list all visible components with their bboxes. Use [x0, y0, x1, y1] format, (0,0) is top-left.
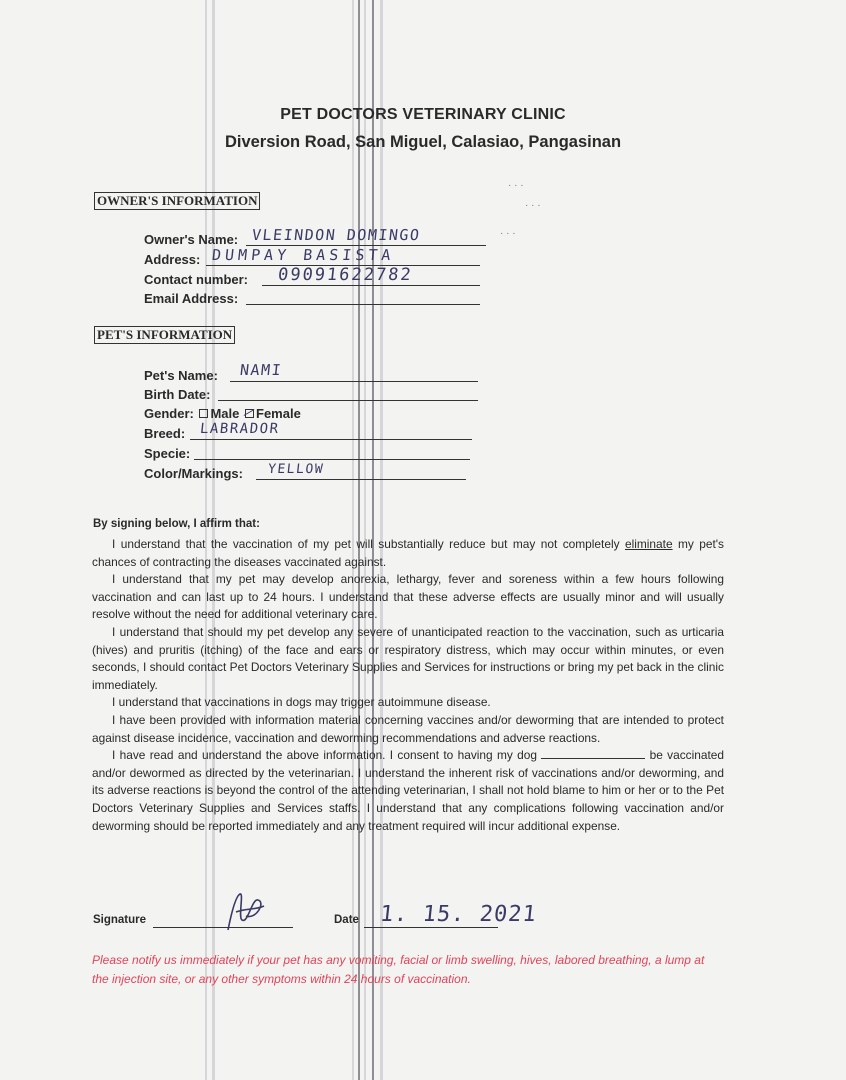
- pet-name-label: Pet's Name:: [144, 368, 218, 383]
- date-value: 1. 15. 2021: [378, 902, 539, 927]
- consent-text: my pet's chances of contracting the diseases vaccinated against.: [92, 537, 725, 569]
- email-line: [246, 304, 480, 305]
- breed-value: LABRADOR: [199, 421, 281, 437]
- consent-body: [92, 536, 724, 835]
- owner-section-title: OWNER'S INFORMATION: [94, 192, 260, 210]
- consent-text: I have read and understand the above information. I consent to having my dog: [112, 748, 542, 763]
- birth-date-label: Birth Date:: [144, 387, 211, 402]
- owner-name-value: VLEINDON DOMINGO: [251, 226, 422, 244]
- consent-paragraph: I understand that my pet may develop anorexia, lethargy, fever and soreness within a few hours following vaccination and can last up to 24 hours. I understand that these adverse effects are usually minor and will usually resolve without the need for additional veterinary care.: [92, 572, 724, 622]
- owner-address-label: Address:: [144, 252, 201, 267]
- pet-name-value: NAMI: [239, 361, 284, 379]
- consent-text: I understand that the vaccination of my pet will substantially reduce but may not completely: [112, 537, 625, 551]
- breed-label: Breed:: [144, 426, 186, 441]
- consent-paragraph: [92, 747, 724, 835]
- contact-number-line: [262, 285, 480, 286]
- email-row: [144, 291, 238, 307]
- gender-row: [144, 406, 301, 422]
- breed-row: [144, 426, 185, 442]
- contact-number-value: 09091622782: [276, 265, 414, 285]
- color-line: [256, 479, 466, 480]
- dog-name-blank[interactable]: [541, 748, 645, 759]
- consent-paragraph: [92, 536, 724, 571]
- contact-number-row: [144, 272, 248, 288]
- date-label: Date: [334, 914, 359, 926]
- birth-date-row: [144, 387, 210, 403]
- owner-address-row: [144, 252, 200, 268]
- consent-paragraph: I understand that vaccinations in dogs may trigger autoimmune disease.: [112, 695, 491, 710]
- consent-text: be vaccinated and/or dewormed as directed by the veterinarian. I understand the inherent risk of vaccinations and/or deworming, and its adverse reactions is beyond the control of the attending veterinarian, I shall not hold blame to him or her or to the Pet Doctors Veterinary Supplies and Services staffs. I understand that any complications following vaccination and/or deworming should be reported immediately and any treatment required will incur additional expense.: [92, 748, 724, 833]
- specie-line: [194, 459, 470, 460]
- gender-female-label: Female: [256, 406, 301, 421]
- date-line: [364, 927, 498, 928]
- gender-male-label: Male: [210, 406, 240, 421]
- affirm-intro: By signing below, I affirm that:: [93, 518, 260, 530]
- consent-paragraph: I understand that should my pet develop any severe of unanticipated reaction to the vaccination, such as urticaria (hives) and pruritis (itching) of the face and ears or respiratory distress, which may occur within minutes, or even seconds, I should contact Pet Doctors Veterinary Supplies and Services for instructions or bring my pet back in the clinic immediately.: [92, 624, 724, 692]
- specie-label: Specie:: [144, 446, 191, 461]
- gender-male-checkbox[interactable]: [199, 409, 208, 418]
- email-label: Email Address:: [144, 291, 239, 306]
- breed-line: [190, 439, 472, 440]
- specie-row: [144, 446, 190, 462]
- color-row: [144, 466, 243, 482]
- signature-scribble: [222, 890, 270, 934]
- consent-underlined-word: eliminate: [624, 537, 673, 551]
- consent-paragraph: I have been provided with information material concerning vaccines and/or deworming that are intended to protect against disease incidence, vaccination and deworming recommendations and adverse reactions.: [92, 712, 724, 745]
- gender-female-checkbox[interactable]: [245, 409, 254, 418]
- owner-name-label: Owner's Name:: [144, 232, 239, 247]
- color-value: YELLOW: [267, 462, 325, 477]
- pet-name-line: [230, 381, 478, 382]
- warning-notice: Please notify us immediately if your pet has any vomiting, facial or limb swelling, hives, labored breathing, a lump at the injection site, or any other symptoms within 24 hours of vaccination.: [92, 953, 705, 986]
- signature-label: Signature: [93, 914, 147, 926]
- scan-specks: · · ·: [500, 228, 516, 239]
- owner-address-value: DUMPAY BASISTA: [211, 246, 396, 264]
- pet-section-title: PET'S INFORMATION: [94, 326, 235, 344]
- scan-specks: · · ·: [508, 180, 524, 191]
- contact-number-label: Contact number:: [144, 272, 248, 287]
- scan-specks: · · ·: [525, 200, 541, 211]
- birth-date-line: [218, 400, 478, 401]
- clinic-address: Diversion Road, San Miguel, Calasiao, Pangasinan: [224, 133, 622, 151]
- gender-label: Gender:: [144, 406, 194, 421]
- clinic-name: PET DOCTORS VETERINARY CLINIC: [280, 106, 566, 123]
- color-label: Color/Markings:: [144, 466, 243, 481]
- pet-name-row: [144, 368, 218, 384]
